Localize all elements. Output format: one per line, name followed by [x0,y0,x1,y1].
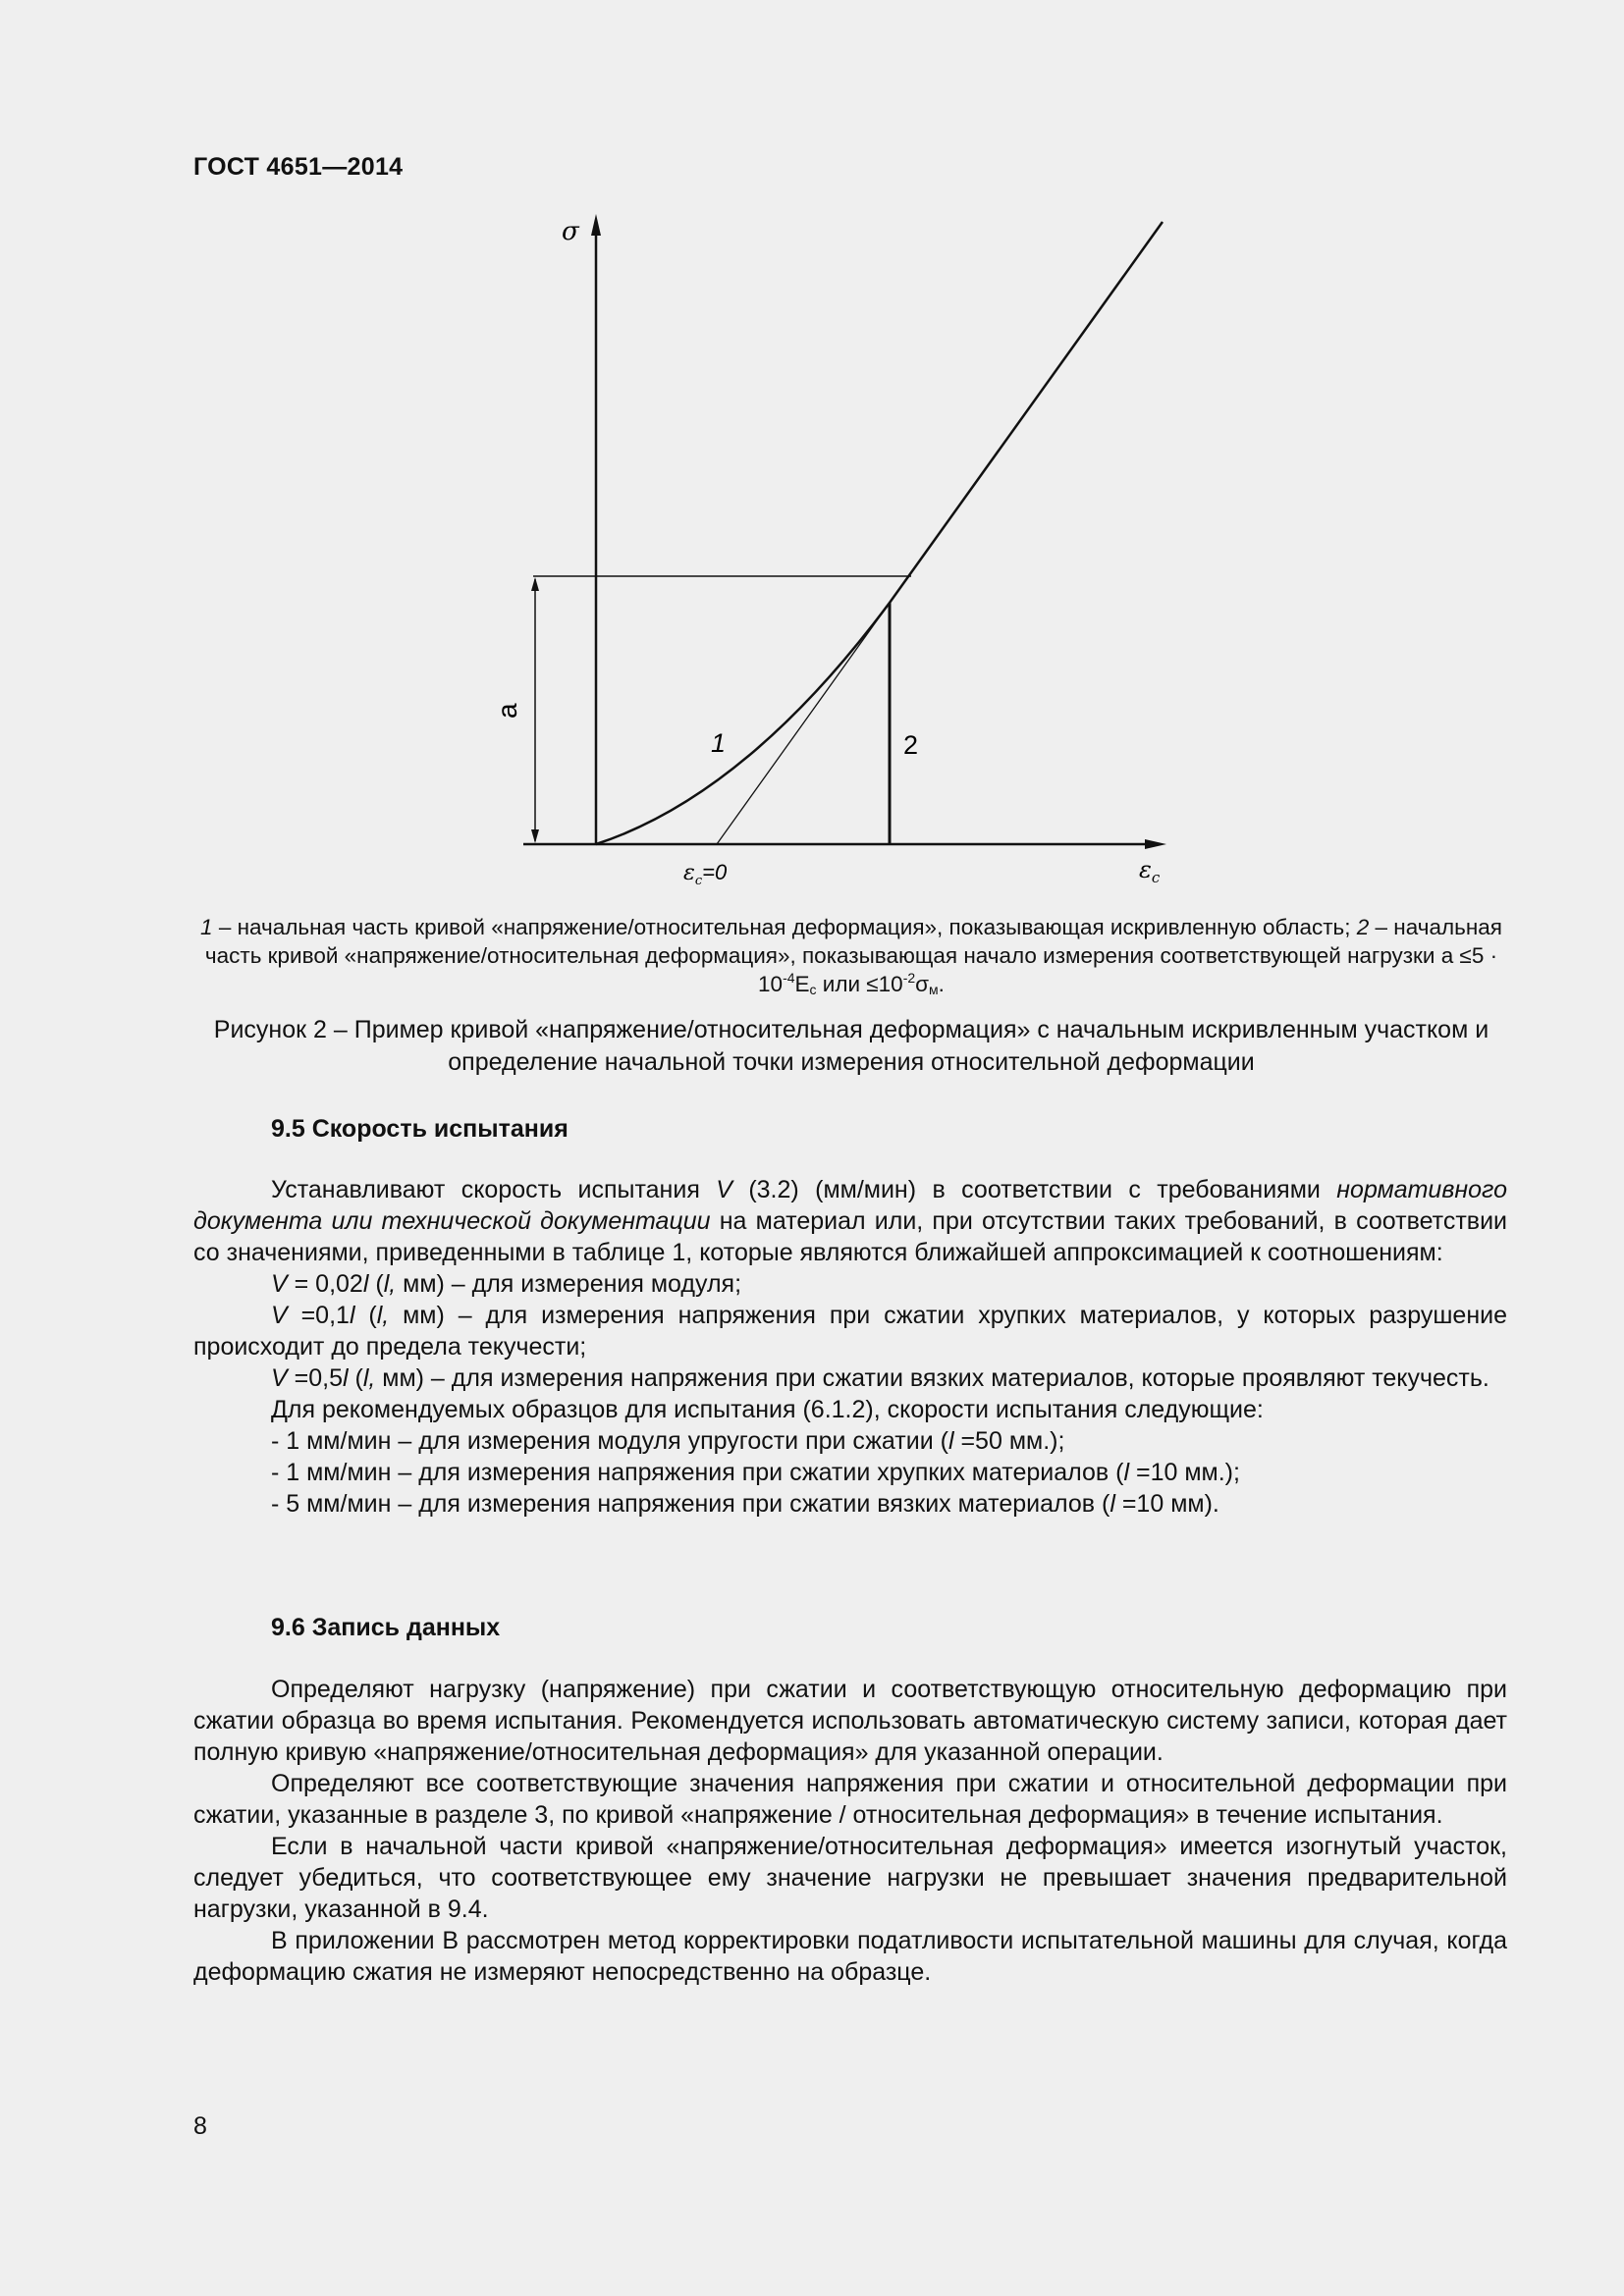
legend-text-3: E [794,972,810,996]
section-9-5-heading: 9.5 Скорость испытания [271,1115,568,1143]
y-axis-label: σ [562,217,579,246]
page-number: 8 [193,2112,207,2140]
paragraph: V =0,1l (l, мм) – для измерения напряжения при сжатии хрупких материалов, у которых разрушение происходит до предела текучести; [193,1302,1507,1361]
legend-text-2: – начальная часть кривой «напряжение/относительная деформация», показывающая начало измерения соответствующей нагрузки а ≤5 · 10 [204,915,1502,996]
curve-2-label: 2 [903,730,919,760]
dimension-a-arrow-bottom [531,829,539,843]
paragraph: Определяют все соответствующие значения напряжения при сжатии и относительной деформации при сжатии, указанные в разделе 3, по кривой «напряжение / относительная деформация» в течение испытания. [193,1770,1507,1829]
legend-text-4: или ≤10 [816,972,903,996]
x-axis-label: $\varepsilon_c$ [1139,856,1161,886]
paragraph: Определяют нагрузку (напряжение) при сжатии и соответствующую относительную деформацию при сжатии образца во время испытания. Рекомендуется использовать автоматическую систему записи, которая дает полную кривую «напряжение/относительная деформация» для указанной операции. [193,1676,1507,1766]
legend-exp-1: -4 [783,970,795,986]
paragraph: Устанавливают скорость испытания V (3.2) (мм/мин) в соответствии с требованиями нормативного документа или технической документации на материал или, при отсутствии таких требований, в соответствии со значениями, приведенными в таблице 1, которые являются ближайшей аппроксимацией к соотношениям: [193,1176,1507,1266]
section-9-6-heading: 9.6 Запись данных [271,1614,501,1641]
list-item: - 1 мм/мин – для измерения модуля упругости при сжатии (l =50 мм.); [271,1427,1065,1455]
paragraph: Если в начальной части кривой «напряжение/относительная деформация» имеется изогнутый участок, следует убедиться, что соответствующее ему значение нагрузки не превышает значения предварительной нагрузки, указанной в 9.4. [193,1833,1507,1923]
legend-text-6: . [938,972,945,996]
zero-strain-label: $\varepsilon_c=0$ [683,860,728,888]
formula-line: V = 0,02l (l, мм) – для измерения модуля; [271,1270,742,1298]
paragraph: V =0,5l (l, мм) – для измерения напряжения при сжатии вязких материалов, которые проявляют текучесть. [271,1364,1489,1392]
legend-num-2: 2 [1356,915,1370,939]
legend-sub-1: c [809,982,817,997]
list-item: - 5 мм/мин – для измерения напряжения при сжатии вязких материалов (l =10 мм). [271,1490,1219,1518]
stress-strain-figure [471,206,1218,893]
tangent-line [717,603,890,844]
paragraph: В приложении В рассмотрен метод корректировки податливости испытательной машины для случая, когда деформацию сжатия не измеряют непосредственно на образце. [193,1927,1507,1986]
y-axis-arrow [591,214,601,236]
a-label: a [492,703,522,719]
dimension-a-arrow-top [531,577,539,591]
stress-strain-diagram [471,206,1218,893]
section-9-6-body [193,1674,1507,1988]
stress-strain-curve [596,222,1163,844]
legend-text-5: σ [915,972,930,996]
section-9-5-body [193,1174,1507,1520]
figure-legend [193,913,1509,998]
legend-sub-2: м [929,982,939,997]
list-item: - 1 мм/мин – для измерения напряжения при сжатии хрупких материалов (l =10 мм.); [271,1459,1240,1486]
paragraph: Для рекомендуемых образцов для испытания (6.1.2), скорости испытания следующие: [271,1396,1264,1423]
legend-exp-2: -2 [902,970,916,986]
x-axis-arrow [1145,839,1166,849]
document-header: ГОСТ 4651—2014 [193,153,404,181]
legend-text-1: – начальная часть кривой «напряжение/относительная деформация», показывающая искривленную область; [212,915,1357,939]
legend-num-1: 1 [200,915,213,939]
curve-1-label: 1 [711,728,727,758]
figure-caption: Рисунок 2 – Пример кривой «напряжение/относительная деформация» с начальным искривленным участком и определение начальной точки измерения относительной деформации [213,1016,1489,1076]
